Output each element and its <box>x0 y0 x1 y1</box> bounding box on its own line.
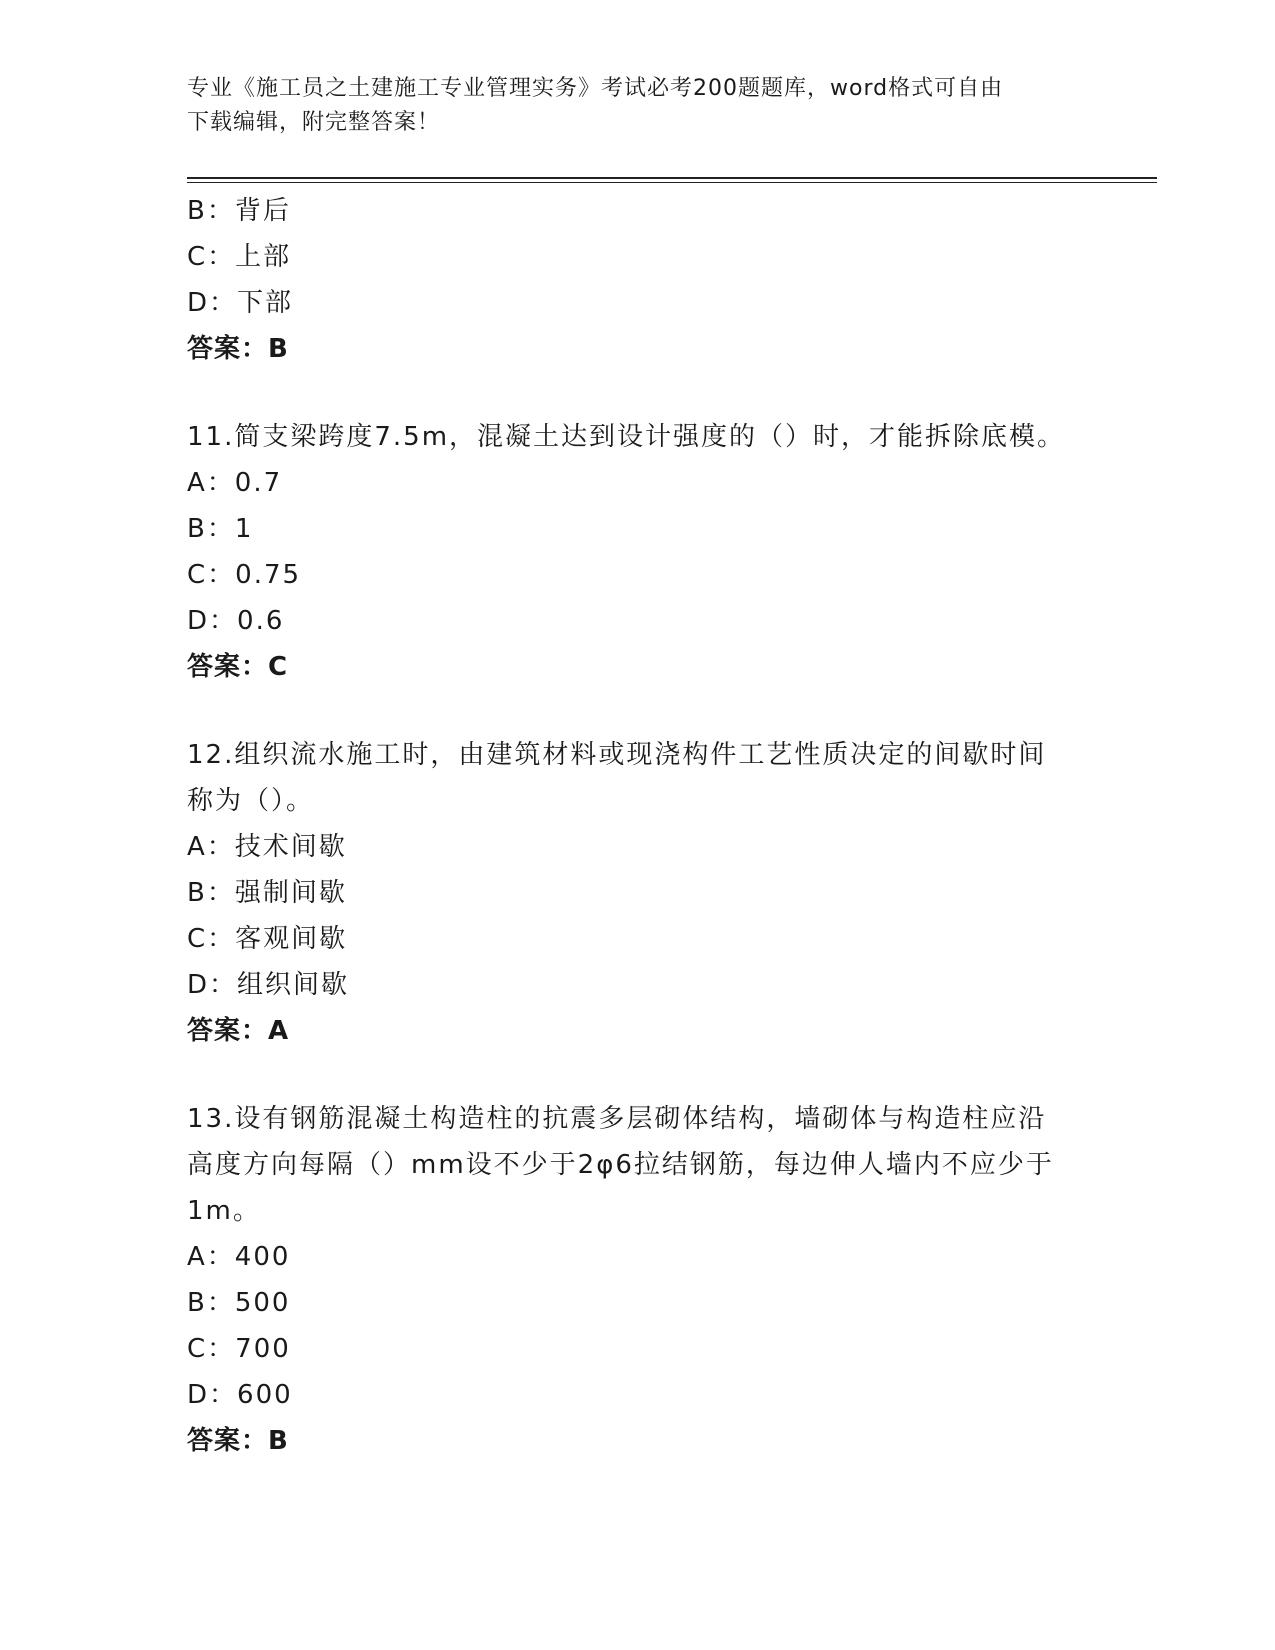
question-line: 11.简支梁跨度7.5m，混凝土达到设计强度的（）时，才能拆除底模。 <box>187 422 1066 452</box>
question-13 <box>187 1096 1087 1464</box>
option-d: D：下部 <box>187 288 294 318</box>
header-rule-thick <box>187 177 1157 179</box>
option-b: B：1 <box>187 514 254 544</box>
question-text <box>187 1096 1067 1234</box>
document-header <box>187 72 1087 140</box>
question-line: 1m。 <box>187 1196 261 1226</box>
question-line: 高度方向每隔（）mm设不少于2φ6拉结钢筋，每边伸人墙内不应少于 <box>187 1150 1054 1180</box>
answer-line: 答案：B <box>187 334 289 364</box>
option-c: C：0.75 <box>187 560 302 590</box>
header-line-1: 专业《施工员之土建施工专业管理实务》考试必考200题题库，word格式可自由 <box>187 76 1004 101</box>
option-d: D：600 <box>187 1380 293 1410</box>
header-line-2: 下载编辑，附完整答案！ <box>187 110 441 135</box>
question-line: 称为（）。 <box>187 786 315 816</box>
option-d: D：组织间歇 <box>187 970 350 1000</box>
option-b: B：背后 <box>187 196 291 226</box>
question-text <box>187 732 1067 824</box>
answer-line: 答案：A <box>187 1016 290 1046</box>
option-d: D：0.6 <box>187 606 285 636</box>
question-11 <box>187 414 1087 690</box>
question-line: 12.组织流水施工时，由建筑材料或现浇构件工艺性质决定的间歇时间 <box>187 740 1047 770</box>
question-12 <box>187 732 1087 1054</box>
header-rule-thin <box>187 182 1157 183</box>
option-b: B：强制间歇 <box>187 878 347 908</box>
option-a: A：400 <box>187 1242 291 1272</box>
question-content <box>187 188 1087 1464</box>
option-a: A：0.7 <box>187 468 283 498</box>
option-c: C：上部 <box>187 242 292 272</box>
question-line: 13.设有钢筋混凝土构造柱的抗震多层砌体结构，墙砌体与构造柱应沿 <box>187 1104 1047 1134</box>
answer-line: 答案：C <box>187 652 289 682</box>
option-a: A：技术间歇 <box>187 832 347 862</box>
option-c: C：客观间歇 <box>187 924 348 954</box>
previous-question-tail <box>187 188 1087 372</box>
option-b: B：500 <box>187 1288 291 1318</box>
question-text <box>187 414 1067 460</box>
answer-line: 答案：B <box>187 1426 289 1456</box>
option-c: C：700 <box>187 1334 291 1364</box>
